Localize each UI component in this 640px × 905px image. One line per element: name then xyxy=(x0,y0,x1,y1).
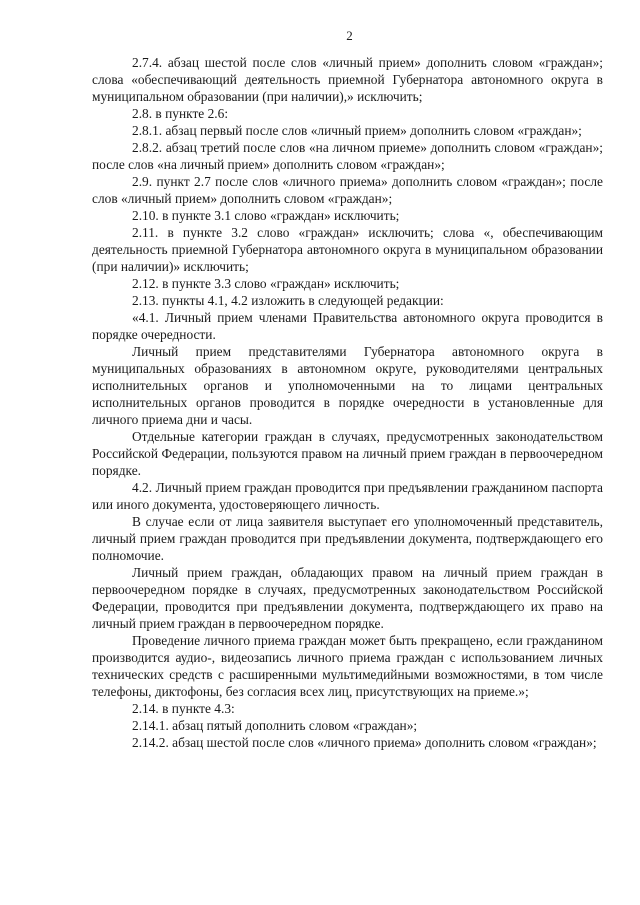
paragraph-2-14: 2.14. в пункте 4.3: xyxy=(132,701,235,716)
paragraph-2-12: 2.12. в пункте 3.3 слово «граждан» исключить; xyxy=(132,276,400,291)
paragraph-4-1-representatives: Личный прием представителями Губернатора автономного округа в муниципальных образованиях в автономном округе, руководителями центральных исполнительных органов и уполномоченными на то лицами центральных исполнительных органов проводится в порядке очередности в установленные для личного приема дни и часы. xyxy=(92,344,603,427)
paragraph-2-14-2: 2.14.2. абзац шестой после слов «личного приема» дополнить словом «граждан»; xyxy=(132,735,597,750)
paragraph-4-2-representative: В случае если от лица заявителя выступает его уполномоченный представитель, личный прием граждан проводится при предъявлении документа, подтверждающего его полномочие. xyxy=(92,514,603,563)
document-body xyxy=(92,54,603,751)
paragraph-4-2: 4.2. Личный прием граждан проводится при предъявлении гражданином паспорта или иного документа, удостоверяющего личность. xyxy=(92,480,603,512)
paragraph-2-8-1: 2.8.1. абзац первый после слов «личный прием» дополнить словом «граждан»; xyxy=(132,123,582,138)
paragraph-2-13: 2.13. пункты 4.1, 4.2 изложить в следующей редакции: xyxy=(132,293,444,308)
paragraph-4-1-categories: Отдельные категории граждан в случаях, предусмотренных законодательством Российской Федерации, пользуются правом на личный прием граждан в первоочередном порядке. xyxy=(92,429,603,478)
paragraph-4-2-termination: Проведение личного приема граждан может быть прекращено, если гражданином производится аудио-, видеозапись личного приема граждан с использованием личных технических средств с расширенными мультимедийными возможностями, в том числе телефоны, диктофоны, без согласия всех лиц, присутствующих на приеме.»; xyxy=(92,633,603,699)
paragraph-2-8: 2.8. в пункте 2.6: xyxy=(132,106,229,121)
paragraph-4-2-priority: Личный прием граждан, обладающих правом на личный прием граждан в первоочередном порядке в случаях, предусмотренных законодательством Российской Федерации, проводится при предъявлении документа, подтверждающего их право на личный прием граждан в первоочередном порядке. xyxy=(92,565,603,631)
paragraph-2-11: 2.11. в пункте 3.2 слово «граждан» исключить; слова «, обеспечивающим деятельность приемной Губернатора автономного округа в муниципальном образовании (при наличии)» исключить; xyxy=(92,225,603,274)
paragraph-4-1: «4.1. Личный прием членами Правительства автономного округа проводится в порядке очередности. xyxy=(92,310,603,342)
paragraph-2-14-1: 2.14.1. абзац пятый дополнить словом «граждан»; xyxy=(132,718,418,733)
paragraph-2-9: 2.9. пункт 2.7 после слов «личного приема» дополнить словом «граждан»; после слов «личный прием» дополнить словом «граждан»; xyxy=(92,174,603,206)
paragraph-2-10: 2.10. в пункте 3.1 слово «граждан» исключить; xyxy=(132,208,400,223)
page-number: 2 xyxy=(346,28,353,43)
paragraph-2-7-4: 2.7.4. абзац шестой после слов «личный прием» дополнить словом «граждан»; слова «обеспечивающий деятельность приемной Губернатора автономного округа в муниципальном образовании (при наличии),» исключить; xyxy=(92,55,603,104)
paragraph-2-8-2: 2.8.2. абзац третий после слов «на личном приеме» дополнить словом «граждан»; после слов «на личный прием» дополнить словом «граждан»; xyxy=(92,140,603,172)
